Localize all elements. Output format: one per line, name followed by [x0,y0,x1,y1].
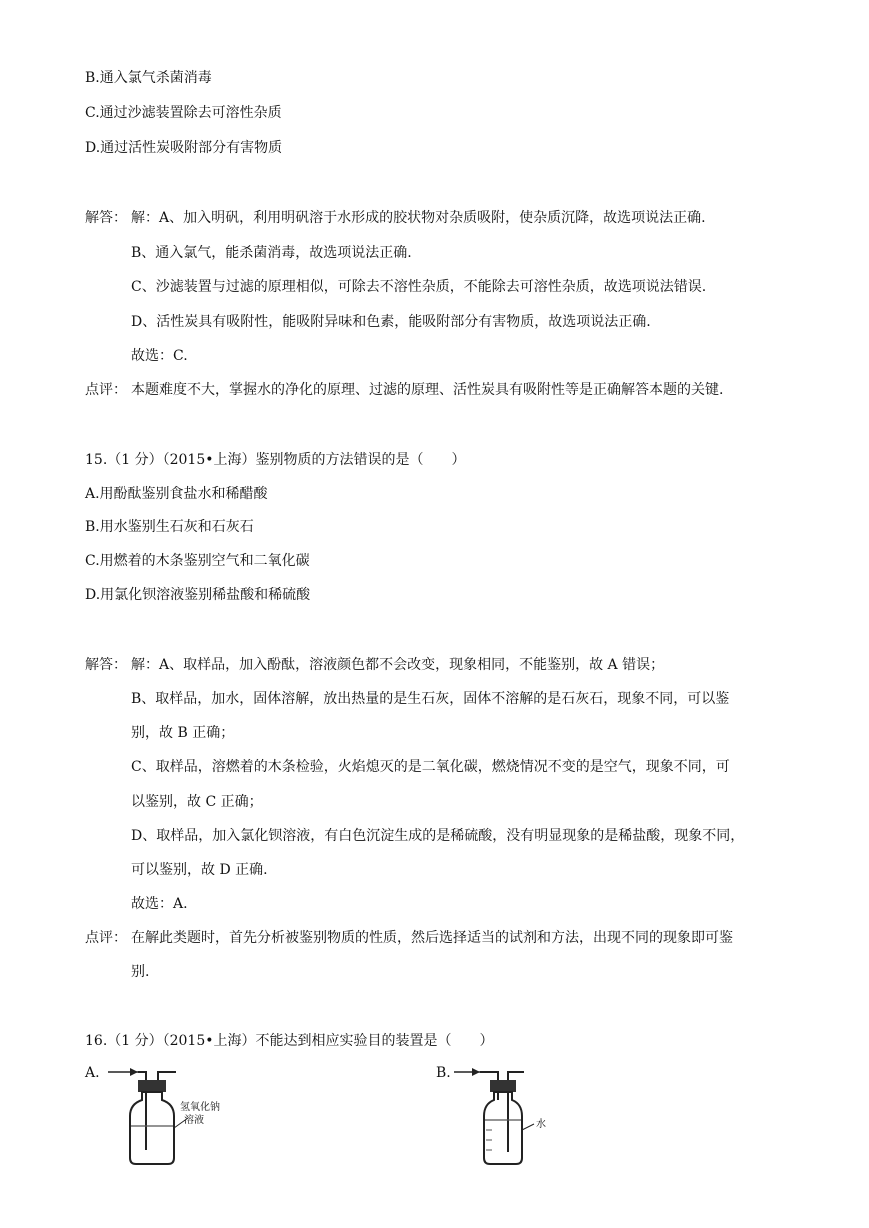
comment-text: 别. [131,964,150,980]
answer-line: 解：A、加入明矾，利用明矾溶于水形成的胶状物对杂质吸附，使杂质沉降，故选项说法正确. [131,210,706,226]
figure-b-reagent-label: 水 [536,1119,546,1130]
comment-label: 点评： [85,382,127,398]
q15-option-c: C.用燃着的木条鉴别空气和二氧化碳 [85,553,310,569]
answer-line: 别，故 B 正确； [131,725,235,741]
figure-b-label: B. [436,1065,451,1081]
answer-line: D、取样品，加入氯化钡溶液，有白色沉淀生成的是稀硫酸，没有明显现象的是稀盐酸，现象不同， [131,828,745,844]
q15-option-b: B.用水鉴别生石灰和石灰石 [85,519,254,535]
answer-line: B、通入氯气，能杀菌消毒，故选项说法正确. [131,245,412,261]
comment-text: 在解此类题时，首先分析被鉴别物质的性质，然后选择适当的试剂和方法，出现不同的现象即可鉴 [131,930,733,946]
q15-option-a: A.用酚酞鉴别食盐水和稀醋酸 [85,486,268,502]
gas-washing-bottle-a-figure [100,1060,230,1175]
comment-text: 本题难度不大，掌握水的净化的原理、过滤的原理、活性炭具有吸附性等是正确解答本题的关键. [131,382,724,398]
answer-line: C、沙滤装置与过滤的原理相似，可除去不溶性杂质，不能除去可溶性杂质，故选项说法错误. [131,279,707,295]
answer-line: 以鉴别，故 C 正确； [131,794,263,810]
question-16-stem: 16.（1 分）（2015•上海）不能达到相应实验目的装置是（ ） [85,1033,494,1049]
comment-label: 点评： [85,930,127,946]
answer-line: 故选：A. [131,896,188,912]
q15-option-d: D.用氯化钡溶液鉴别稀盐酸和稀硫酸 [85,587,311,603]
gas-washing-bottle-b-figure [450,1060,570,1175]
option-c: C.通过沙滤装置除去可溶性杂质 [85,105,282,121]
figure-a-reagent-label: 氢氧化钠 [180,1102,220,1113]
answer-line: C、取样品，溶燃着的木条检验，火焰熄灭的是二氧化碳，燃烧情况不变的是空气，现象不同，可 [131,759,730,775]
answer-line: 解：A、取样品，加入酚酞，溶液颜色都不会改变，现象相同，不能鉴别，故 A 错误； [131,657,665,673]
answer-line: 可以鉴别，故 D 正确. [131,862,268,878]
question-15-stem: 15.（1 分）（2015•上海）鉴别物质的方法错误的是（ ） [85,452,466,468]
option-d: D.通过活性炭吸附部分有害物质 [85,140,283,156]
answer-label: 解答： [85,210,127,226]
answer-line: 故选：C. [131,348,188,364]
answer-label: 解答： [85,657,127,673]
answer-line: D、活性炭具有吸附性，能吸附异味和色素，能吸附部分有害物质，故选项说法正确. [131,314,651,330]
figure-a-reagent-label: 溶液 [184,1115,204,1126]
option-b: B.通入氯气杀菌消毒 [85,70,212,86]
answer-line: B、取样品，加水，固体溶解，放出热量的是生石灰，固体不溶解的是石灰石，现象不同，可以鉴 [131,691,730,707]
figure-a-label: A. [85,1065,100,1081]
